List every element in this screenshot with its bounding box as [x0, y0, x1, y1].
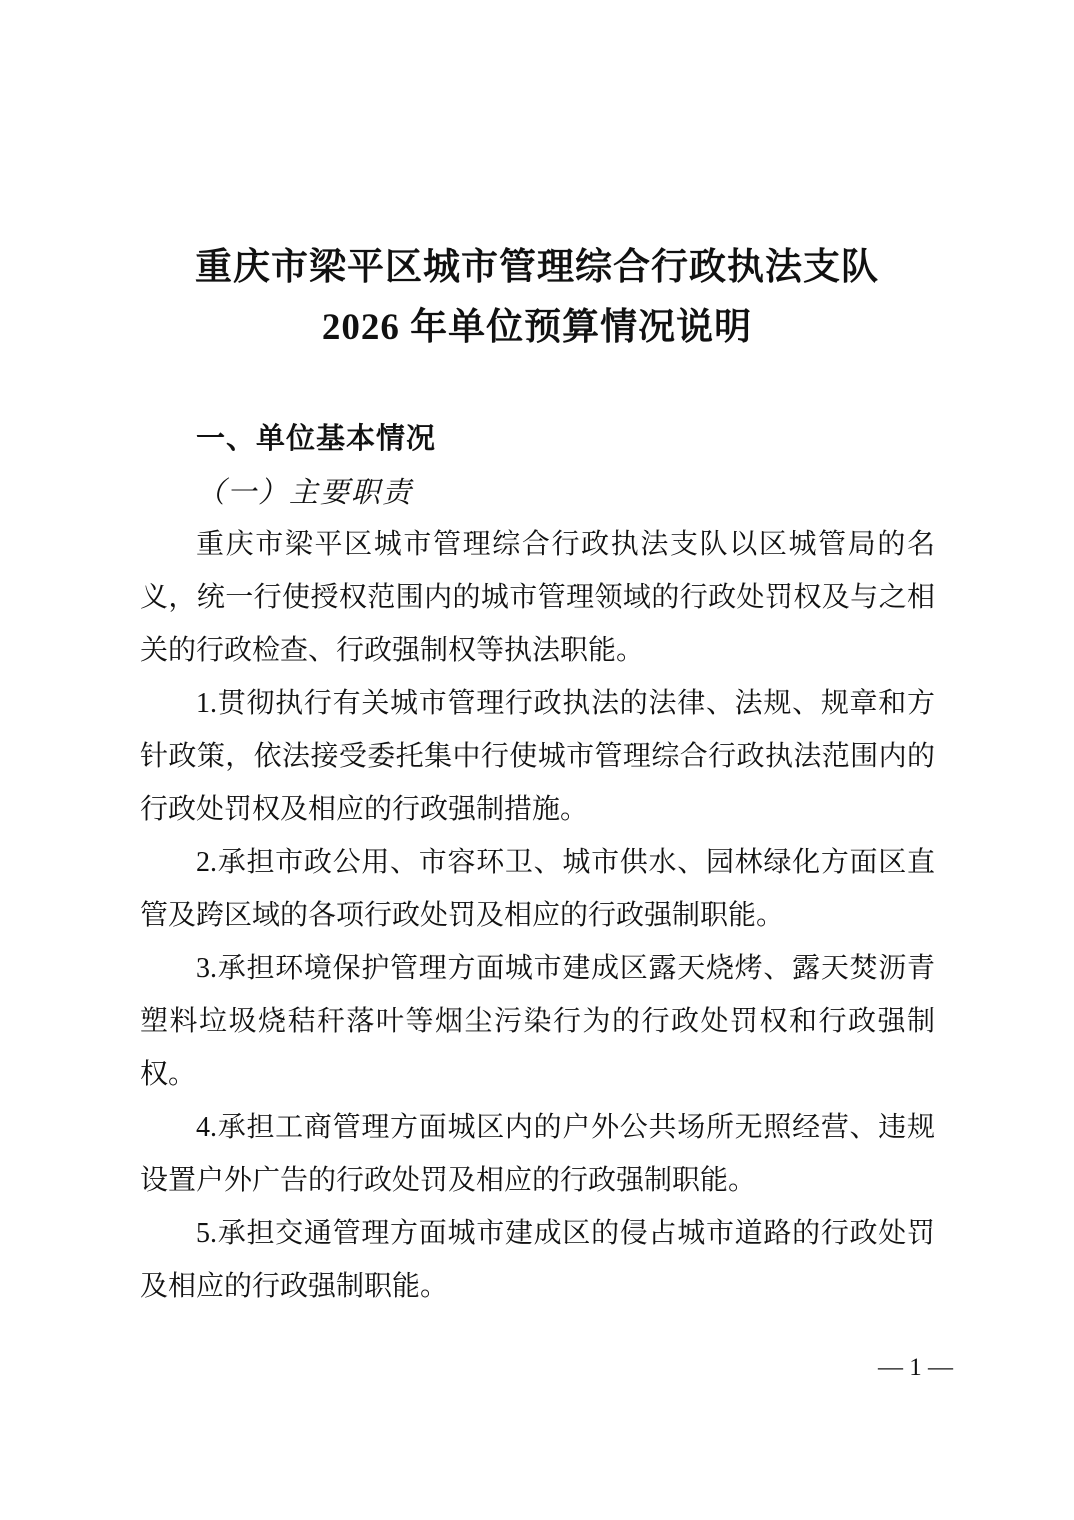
subsection-heading-main-duties: （一）主要职责 [196, 477, 414, 509]
paragraph-duty-4: 4.承担工商管理方面城区内的户外公共场所无照经营、违规设置户外广告的行政处罚及相应的行政强制职能。 [140, 1112, 935, 1196]
document-title [0, 238, 1074, 358]
document-body [140, 518, 935, 1313]
paragraph-duty-2: 2.承担市政公用、市容环卫、城市供水、园林绿化方面区直管及跨区域的各项行政处罚及相应的行政强制职能。 [140, 847, 935, 931]
page-number: — 1 — [878, 1354, 953, 1381]
paragraph-intro: 重庆市梁平区城市管理综合行政执法支队以区城管局的名义，统一行使授权范围内的城市管理领域的行政处罚权及与之相关的行政检查、行政强制权等执法职能。 [140, 529, 935, 666]
document-title-line2: 2026 年单位预算情况说明 [321, 307, 753, 348]
document-title-line1: 重庆市梁平区城市管理综合行政执法支队 [195, 247, 879, 288]
paragraph-duty-3: 3.承担环境保护管理方面城市建成区露天烧烤、露天焚沥青塑料垃圾烧秸秆落叶等烟尘污染行为的行政处罚权和行政强制权。 [140, 953, 935, 1090]
paragraph-duty-1: 1.贯彻执行有关城市管理行政执法的法律、法规、规章和方针政策，依法接受委托集中行使城市管理综合行政执法范围内的行政处罚权及相应的行政强制措施。 [140, 688, 935, 825]
section-heading-basic-info: 一、单位基本情况 [196, 423, 437, 455]
paragraph-duty-5: 5.承担交通管理方面城市建成区的侵占城市道路的行政处罚及相应的行政强制职能。 [140, 1218, 935, 1302]
